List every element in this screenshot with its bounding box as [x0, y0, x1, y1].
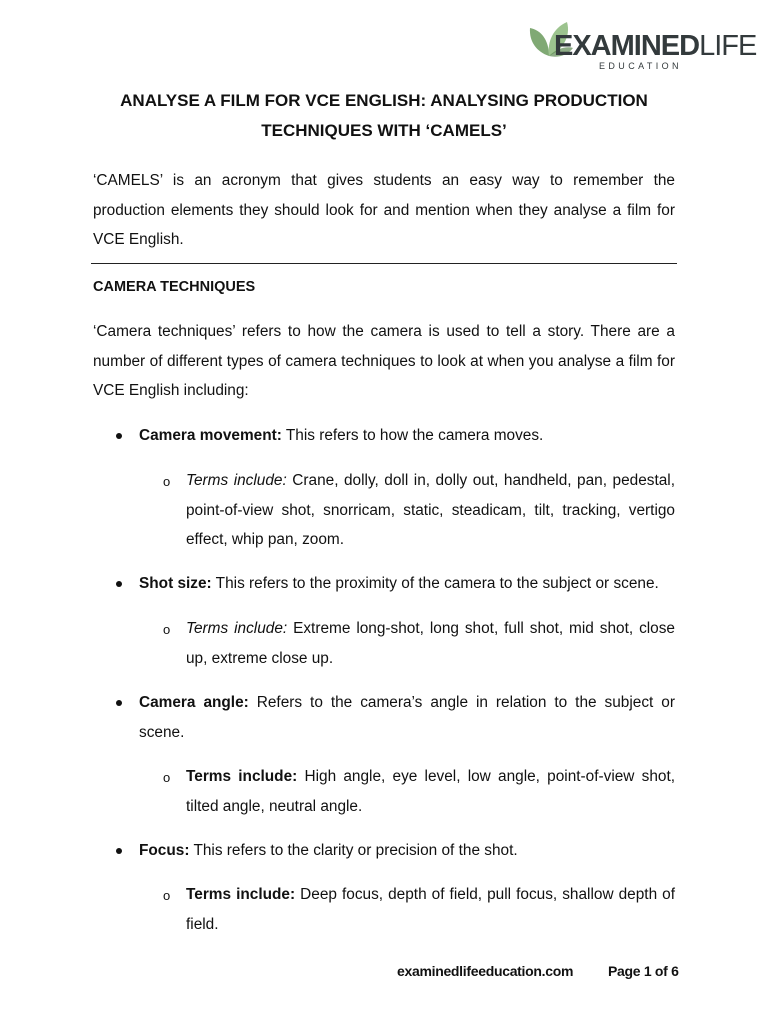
logo-subtitle: EDUCATION [599, 61, 682, 71]
brand-logo [527, 18, 757, 72]
sub-list-item-text: High angle, eye level, low angle, point-of-view shot, tilted angle, neutral angle. [186, 768, 676, 815]
bullet-icon [116, 581, 122, 587]
section-intro-paragraph: ‘Camera techniques’ refers to how the camera is used to tell a story. There are a number of different types of camera techniques to look at when you analyse a film for VCE English including: [93, 323, 675, 399]
list-item-text: This refers to how the camera moves. [281, 427, 544, 444]
sub-list-item-text: Crane, dolly, doll in, dolly out, handheld, pan, pedestal, point-of-view shot, snorricam, static, steadicam, tilt, tracking, vertigo effect, whip pan, zoom. [186, 472, 675, 548]
list-item-label: Camera movement: [139, 427, 282, 444]
page-title [93, 86, 675, 146]
list-item-label: Camera angle: [139, 694, 249, 711]
bullet-icon [116, 433, 122, 439]
sub-list-item [186, 466, 675, 555]
page-title-line-2: TECHNIQUES WITH ‘CAMELS’ [261, 121, 507, 140]
sub-list-item [186, 762, 675, 821]
sub-list-item-text: Deep focus, depth of field, pull focus, shallow depth of field. [186, 886, 676, 933]
sub-bullet-icon: o [163, 622, 171, 637]
sub-list-item-label: Terms include: [186, 886, 296, 903]
divider [91, 263, 677, 264]
sub-bullet-icon: o [163, 474, 171, 489]
sub-list-item [186, 614, 675, 673]
bullet-icon [116, 700, 122, 706]
list-item-text: Refers to the camera’s angle in relation to the subject or scene. [139, 694, 675, 741]
page-title-line-1: ANALYSE A FILM FOR VCE ENGLISH: ANALYSING PRODUCTION [120, 91, 648, 110]
list-item [139, 421, 675, 451]
list-item-label: Focus: [139, 842, 190, 859]
list-item-label: Shot size: [139, 575, 212, 592]
logo-wordmark: EXAMINEDLIFE [554, 30, 757, 62]
page-number: Page 1 of 6 [608, 963, 679, 979]
sub-list-item-label: Terms include: [186, 472, 287, 489]
intro-paragraph: ‘CAMELS’ is an acronym that gives students an easy way to remember the production elements they should look for and mention when they analyse a film for VCE English. [93, 172, 675, 248]
sub-list-item-text: Extreme long-shot, long shot, full shot, mid shot, close up, extreme close up. [186, 620, 675, 667]
bullet-icon [116, 848, 122, 854]
sub-bullet-icon: o [163, 888, 171, 903]
list-item [139, 688, 675, 747]
list-item [139, 836, 675, 866]
sub-list-item-label: Terms include: [186, 768, 298, 785]
sub-list-item-label: Terms include: [186, 620, 288, 637]
sub-list-item [186, 880, 675, 939]
section-heading: CAMERA TECHNIQUES [93, 279, 256, 295]
sub-bullet-icon: o [163, 770, 171, 785]
list-item [139, 569, 675, 599]
list-item-text: This refers to the clarity or precision of the shot. [189, 842, 518, 859]
list-item-text: This refers to the proximity of the camera to the subject or scene. [211, 575, 659, 592]
footer-website-link[interactable]: examinedlifeeducation.com [397, 963, 574, 979]
